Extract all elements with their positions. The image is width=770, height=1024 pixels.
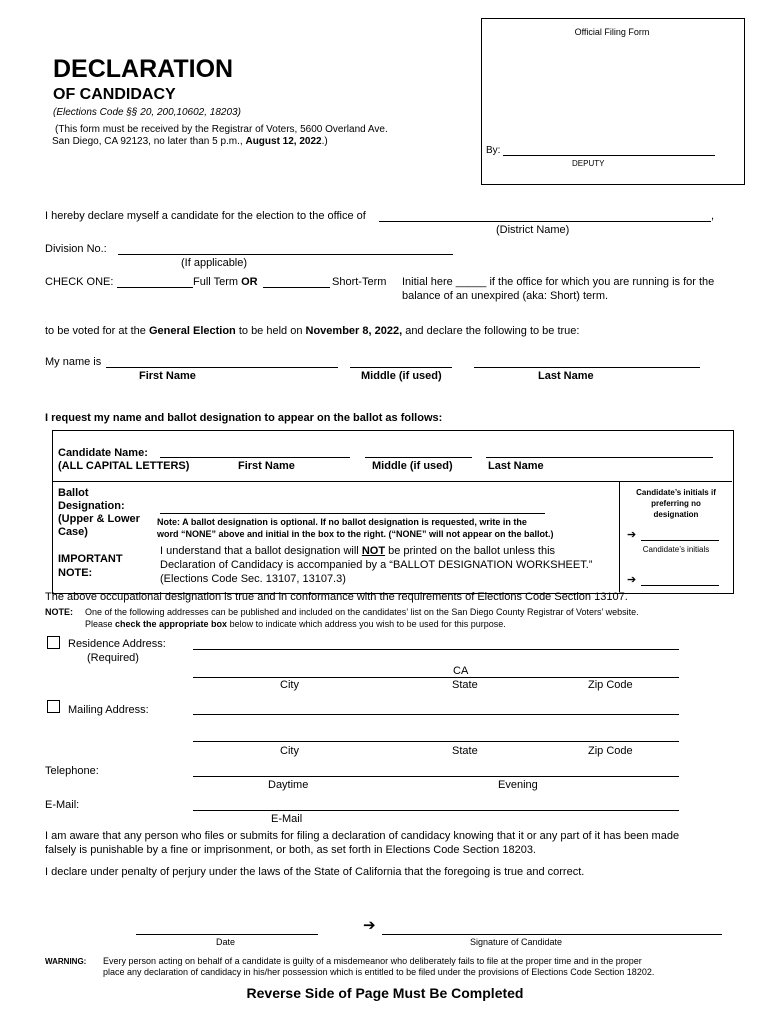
notice-line-1: (This form must be received by the Registrar of Voters, 5600 Overland Ave. — [55, 124, 388, 135]
middle-name-label: Middle (if used) — [361, 370, 442, 382]
note-label: NOTE: — [45, 607, 73, 617]
address-note-line-2: Please check the appropriate box below to indicate which address you wish to be used for this purpose. — [85, 619, 506, 629]
comma: , — [711, 210, 715, 222]
ballot-note-line-2: word “NONE” above and initial in the box to the right. (“NONE” will not appear on the ballot.) — [157, 529, 554, 539]
mailing-address-checkbox[interactable] — [47, 700, 60, 713]
ballot-last-name-label: Last Name — [488, 460, 544, 472]
ballot-divider — [52, 481, 732, 482]
telephone-label: Telephone: — [45, 765, 99, 777]
official-filing-form-label: Official Filing Form — [574, 27, 650, 37]
middle-name-field[interactable] — [350, 367, 452, 368]
reverse-side-notice: Reverse Side of Page Must Be Completed — [246, 985, 524, 1001]
telephone-field[interactable] — [193, 776, 679, 777]
last-name-label: Last Name — [538, 370, 594, 382]
candidate-name-label: Candidate Name: — [58, 447, 148, 459]
email-label: E-Mail: — [45, 799, 80, 811]
candidates-initials-label: Candidate’s initials — [642, 545, 710, 554]
signature-field[interactable] — [382, 934, 722, 935]
full-term-field[interactable] — [117, 287, 193, 288]
last-name-field[interactable] — [474, 367, 700, 368]
occupational-designation-text: The above occupational designation is true and in conformance with the requirements of Elections Code Section 13107. — [45, 591, 628, 603]
ballot-designation-label: Ballot Designation: (Upper & Lower Case) — [58, 487, 140, 538]
division-field[interactable] — [118, 254, 453, 255]
residence-street-field[interactable] — [193, 649, 679, 650]
if-applicable-label: (If applicable) — [181, 257, 248, 269]
first-name-label: First Name — [139, 370, 196, 382]
office-name-field[interactable] — [379, 221, 711, 222]
email-field[interactable] — [193, 810, 679, 811]
evening-label: Evening — [498, 779, 538, 791]
initial-here-line-2: balance of an unexpired (aka: Short) term. — [402, 290, 609, 302]
mailing-city-state-zip-field[interactable] — [193, 741, 679, 742]
warning-line-1: Every person acting on behalf of a candidate is guilty of a misdemeanor who deliberately fails to file at the proper time and in the proper — [103, 956, 642, 966]
mailing-state-label: State — [452, 745, 478, 757]
district-name-label: (District Name) — [496, 224, 570, 236]
mailing-street-field[interactable] — [193, 714, 679, 715]
notice-line-2: San Diego, CA 92123, no later than 5 p.m., August 12, 2022.) — [52, 136, 328, 147]
residence-state-value: CA — [453, 665, 469, 677]
date-label: Date — [216, 937, 236, 947]
residence-state-label: State — [452, 679, 478, 691]
initials-no-designation-field[interactable] — [641, 540, 719, 541]
check-one-label: CHECK ONE: — [45, 276, 114, 288]
mailing-zip-label: Zip Code — [588, 745, 633, 757]
ballot-designation-field[interactable] — [160, 513, 545, 514]
initials-no-designation-label: Candidate’s initials if preferring no designation — [636, 488, 716, 519]
residence-address-checkbox[interactable] — [47, 636, 60, 649]
understand-line-3: (Elections Code Sec. 13107, 13107.3) — [160, 573, 346, 585]
my-name-is-label: My name is — [45, 356, 102, 368]
date-field[interactable] — [136, 934, 318, 935]
warning-line-2: place any declaration of candidacy in his/her possession which is entitled to be filed under the provisions of Elections Code Section 18202. — [103, 967, 655, 977]
mailing-city-label: City — [280, 745, 299, 757]
residence-city-state-zip-field[interactable] — [193, 677, 679, 678]
required-label: (Required) — [87, 652, 139, 664]
division-label: Division No.: — [45, 243, 107, 255]
important-note-label: IMPORTANT NOTE: — [58, 553, 123, 579]
page-title: DECLARATION — [53, 55, 234, 83]
daytime-label: Daytime — [268, 779, 309, 791]
arrow-icon: ➔ — [627, 574, 637, 586]
deputy-signature-line[interactable] — [503, 155, 715, 156]
understand-line-2: Declaration of Candidacy is accompanied by a “BALLOT DESIGNATION WORKSHEET.” — [160, 559, 593, 571]
ballot-note-line-1: Note: A ballot designation is optional. If no ballot designation is requested, write in the — [157, 517, 527, 527]
ballot-middle-name-field[interactable] — [365, 457, 472, 458]
elections-code-reference: (Elections Code §§ 20, 200,10602, 18203) — [53, 107, 241, 118]
perjury-statement: I declare under penalty of perjury under the laws of the State of California that the foregoing is true and correct. — [45, 866, 585, 878]
ballot-first-name-field[interactable] — [160, 457, 350, 458]
signature-label: Signature of Candidate — [470, 937, 563, 947]
mailing-address-label: Mailing Address: — [68, 704, 149, 716]
short-term-field[interactable] — [263, 287, 330, 288]
election-text: to be voted for at the General Election to be held on November 8, 2022, and declare the following to be true: — [45, 325, 580, 337]
ballot-middle-name-label: Middle (if used) — [372, 460, 453, 472]
deputy-label: DEPUTY — [572, 159, 605, 168]
warning-label: WARNING: — [45, 957, 87, 966]
filing-deadline: August 12, 2022 — [245, 136, 322, 147]
first-name-field[interactable] — [106, 367, 338, 368]
all-caps-label: (ALL CAPITAL LETTERS) — [58, 460, 190, 472]
arrow-icon: ➔ — [627, 529, 637, 541]
full-term-label: Full Term OR — [193, 276, 258, 288]
official-filing-box — [481, 18, 745, 185]
residence-zip-label: Zip Code — [588, 679, 633, 691]
ballot-first-name-label: First Name — [238, 460, 295, 472]
aware-line-1: I am aware that any person who files or submits for filing a declaration of candidacy knowing that it or any part of it has been made — [45, 830, 680, 842]
understand-line-1: I understand that a ballot designation will NOT be printed on the ballot unless this — [160, 545, 556, 557]
address-note-line-1: One of the following addresses can be published and included on the candidates’ list on the San Diego County Registrar of Voters’ website. — [85, 607, 639, 617]
aware-line-2: falsely is punishable by a fine or imprisonment, or both, as set forth in Elections Code Section 18203. — [45, 844, 536, 856]
short-term-label: Short-Term — [332, 276, 387, 288]
email-sublabel: E-Mail — [271, 813, 303, 825]
initial-here-line-1: Initial here _____ if the office for which you are running is for the — [402, 276, 715, 288]
by-label: By: — [486, 145, 501, 156]
declare-text: I hereby declare myself a candidate for the election to the office of — [45, 210, 366, 222]
candidates-initials-field[interactable] — [641, 585, 719, 586]
residence-city-label: City — [280, 679, 299, 691]
residence-address-label: Residence Address: — [68, 638, 166, 650]
ballot-request-text: I request my name and ballot designation to appear on the ballot as follows: — [45, 412, 443, 424]
ballot-last-name-field[interactable] — [486, 457, 713, 458]
arrow-icon: ➔ — [363, 917, 376, 934]
page-subtitle: OF CANDIDACY — [53, 86, 176, 103]
